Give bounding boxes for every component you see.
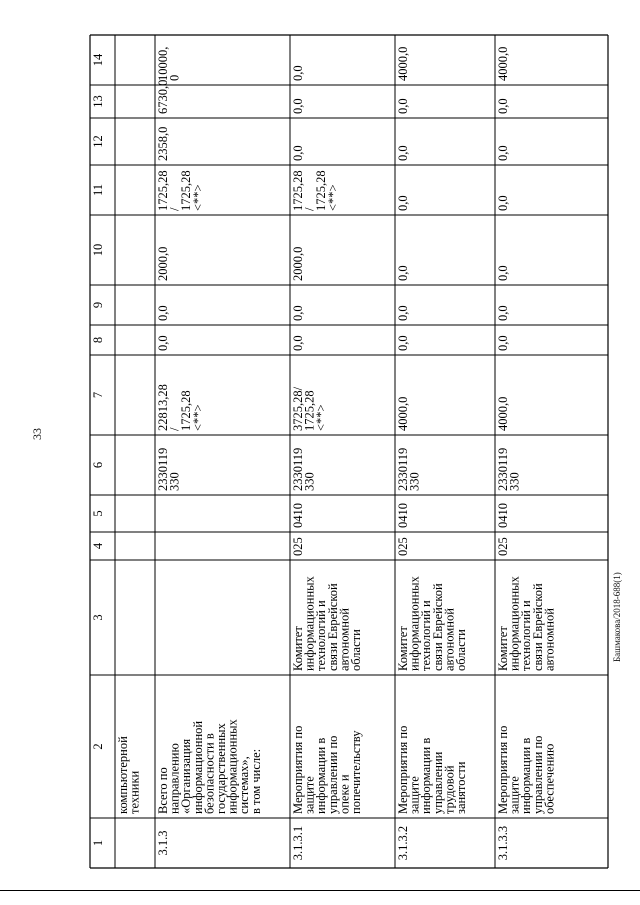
cell-text-line: <**>: [190, 184, 205, 211]
cell-text-line: 025: [496, 537, 510, 556]
cell-text-line: управлении: [430, 751, 445, 814]
cell-r2-c3: [291, 575, 363, 671]
cell-r4-c14: [496, 47, 510, 81]
cell-r3-c12: [396, 145, 410, 161]
cell-text-line: технологий и: [519, 600, 534, 671]
cell-r3-c7: [396, 397, 410, 431]
cell-text-line: 2358,0: [156, 126, 170, 161]
cell-r2-c11: [291, 170, 340, 211]
column-header-1: [91, 840, 105, 846]
cell-r4-c11: [496, 195, 510, 211]
cell-text-line: защите: [507, 776, 522, 814]
cell-text-line: 6730,0: [156, 79, 170, 114]
cell-text-line: 1725,28: [179, 390, 194, 431]
cell-r3-c4: [396, 537, 410, 556]
cell-text-line: Комитет: [396, 626, 410, 671]
cell-text-line: попечительству: [349, 730, 363, 814]
cell-r4-c10: [496, 265, 510, 281]
cell-r4-c12: [496, 145, 510, 161]
cell-text-line: 7: [91, 391, 105, 399]
cell-r3-c3: [396, 575, 468, 671]
cell-text-line: 0,0: [156, 305, 170, 321]
cell-text-line: 2330119: [291, 447, 305, 491]
cell-text-line: 3725,28/: [291, 386, 305, 431]
cell-text-line: 2330119: [396, 447, 410, 491]
column-header-2: [91, 743, 105, 749]
cell-text-line: занятости: [454, 761, 468, 814]
cell-text-line: обеспечению: [542, 743, 557, 814]
cell-text-line: 025: [291, 537, 305, 556]
cell-r3-c14: [396, 47, 410, 81]
cell-r2-c4: [291, 537, 305, 556]
cell-text-line: 0,0: [496, 305, 510, 321]
cell-r1-c9: [156, 305, 170, 321]
cell-text-line: <**>: [190, 404, 205, 431]
cell-text-line: 0,0: [496, 145, 510, 161]
cell-text-line: защите: [407, 776, 422, 814]
cell-r3-c10: [396, 265, 410, 281]
cell-text-line: 13: [91, 95, 105, 108]
cell-text-line: 0,0: [396, 265, 410, 281]
cell-text-line: 4000,0: [396, 396, 410, 431]
cell-text-line: информации в: [419, 737, 434, 814]
column-header-4: [91, 542, 105, 549]
cell-r2-c5: [291, 503, 305, 528]
cell-text-line: 6: [91, 461, 105, 469]
cell-text-line: 11: [91, 183, 105, 197]
cell-text-line: 2: [91, 743, 105, 750]
cell-r4-c4: [496, 537, 510, 556]
cell-r2-c7: [291, 386, 328, 431]
cell-text-line: информации в: [519, 737, 534, 814]
cell-text-line: 0,0: [496, 98, 510, 114]
cell-text-line: 0410: [291, 503, 305, 528]
cell-text-line: системах»,: [237, 756, 252, 814]
cell-text-line: 8: [91, 336, 105, 344]
cell-text-line: 1725,28: [302, 390, 317, 431]
cell-text-line: 2330119: [496, 447, 510, 491]
cell-text-line: 0,0: [291, 98, 305, 114]
column-header-13: [91, 95, 105, 108]
cell-text-line: 5: [91, 510, 105, 517]
column-header-11: [91, 184, 105, 196]
cell-text-line: информации в: [314, 737, 329, 814]
cell-r2-c10: [291, 247, 305, 281]
cell-text-line: государственных: [214, 723, 228, 814]
cell-r1-c12: [156, 127, 170, 161]
cell-text-line: информационной: [190, 720, 205, 814]
cell-text-line: управлении по: [530, 735, 545, 814]
cell-r1-c8: [156, 335, 170, 351]
cell-r2-c6: [291, 448, 317, 491]
cell-r4-c13: [496, 98, 510, 114]
cell-text-line: управлении по: [325, 735, 340, 814]
cell-r2-c2: [291, 726, 363, 814]
cell-r1-c11: [156, 170, 205, 211]
cell-text-line: 3.1.3: [156, 830, 170, 856]
cell-text-line: области: [454, 629, 468, 671]
column-header-6: [91, 462, 105, 468]
cell-text-line: 3.1.3.2: [396, 825, 410, 861]
cell-text-line: 12: [91, 135, 105, 148]
cell-r3-c9: [396, 305, 410, 321]
cell-text-line: 4: [91, 542, 105, 550]
cell-text-line: 330: [507, 472, 522, 491]
cell-r1-c1: [156, 831, 170, 856]
cell-text-line: /: [302, 207, 317, 211]
cell-text-line: техники: [127, 770, 142, 814]
cell-text-line: /: [167, 427, 182, 431]
column-header-10: [91, 244, 105, 257]
cell-text-line: 0,0: [156, 335, 170, 351]
cell-text-line: 1725,28: [291, 170, 305, 211]
cell-text-line: автономной: [337, 608, 352, 671]
cell-r4-c7: [496, 397, 510, 431]
cell-r4-c3: [496, 575, 556, 671]
cell-text-line: 0410: [496, 503, 510, 528]
cell-r1-c13: [156, 80, 170, 114]
column-header-9: [91, 302, 105, 308]
footer-document-code: Башмакова/2018-688(1): [612, 572, 622, 662]
cell-text-line: компьютерной: [116, 736, 130, 814]
cell-text-line: технологий и: [419, 600, 434, 671]
cell-text-line: опеке и: [337, 774, 352, 814]
cell-text-line: 0410: [396, 503, 410, 528]
cell-text-line: 4000,0: [496, 396, 510, 431]
cell-r3-c2: [396, 726, 468, 814]
cell-text-line: 10000,: [156, 46, 170, 81]
cell-text-line: 0,0: [396, 335, 410, 351]
cell-r4-c8: [496, 335, 510, 351]
cell-text-line: 2330119: [156, 447, 170, 491]
cell-r1-c2: [156, 718, 263, 814]
cell-text-line: Мероприятия по: [291, 725, 305, 814]
cell-text-line: 0,0: [291, 335, 305, 351]
cell-r3-c8: [396, 335, 410, 351]
cell-r2-c14: [291, 65, 305, 81]
cell-text-line: 330: [302, 472, 317, 491]
cell-text-line: 4000,0: [396, 46, 410, 81]
cell-text-line: защите: [302, 776, 317, 814]
column-header-3: [91, 614, 105, 620]
cell-text-line: связи Еврейской: [530, 583, 545, 671]
cell-text-line: 10: [91, 243, 105, 257]
cell-text-line: 1725,28: [314, 170, 329, 211]
cell-r2-c1: [291, 826, 305, 860]
cell-text-line: связи Еврейской: [325, 583, 340, 671]
cell-text-line: 0,0: [496, 335, 510, 351]
cell-text-line: информационных: [302, 576, 317, 671]
cell-text-line: Мероприятия по: [396, 725, 410, 814]
cell-text-line: 3.1.3.3: [496, 825, 510, 861]
cell-r0-c2: [116, 736, 142, 814]
cell-r3-c6: [396, 448, 422, 491]
cell-text-line: 9: [91, 301, 105, 309]
cell-text-line: информационных: [407, 576, 422, 671]
cell-text-line: 0,0: [396, 98, 410, 114]
cell-text-line: 2000,0: [291, 246, 305, 281]
cell-text-line: 4000,0: [496, 46, 510, 81]
cell-text-line: автономной: [442, 608, 457, 671]
cell-text-line: Комитет: [291, 626, 305, 671]
cell-text-line: <**>: [314, 404, 329, 431]
column-header-14: [91, 53, 105, 66]
cell-r3-c5: [396, 503, 410, 528]
cell-text-line: Всего по: [156, 767, 170, 814]
cell-text-line: 0,0: [291, 65, 305, 81]
cell-text-line: 14: [91, 53, 105, 67]
cell-r3-c11: [396, 195, 410, 211]
cell-r4-c2: [496, 726, 556, 814]
cell-text-line: технологий и: [314, 600, 329, 671]
cell-r1-c14: [156, 47, 182, 81]
cell-text-line: 0,0: [496, 265, 510, 281]
cell-text-line: Комитет: [496, 626, 510, 671]
cell-text-line: <**>: [325, 184, 340, 211]
cell-text-line: автономной: [542, 608, 557, 671]
cell-text-line: в том числе:: [248, 748, 263, 814]
cell-r4-c9: [496, 305, 510, 321]
column-header-5: [91, 510, 105, 516]
cell-text-line: 3: [91, 614, 105, 621]
cell-text-line: /: [167, 207, 182, 211]
cell-r2-c8: [291, 335, 305, 351]
cell-text-line: области: [349, 629, 363, 671]
cell-r1-c7: [156, 384, 205, 431]
cell-text-line: 0,0: [291, 305, 305, 321]
cell-text-line: 025: [396, 537, 410, 556]
cell-r4-c1: [496, 826, 510, 860]
cell-r3-c13: [396, 98, 410, 114]
cell-text-line: 330: [407, 472, 422, 491]
cell-text-line: 2000,0: [156, 246, 170, 281]
cell-r4-c5: [496, 503, 510, 528]
cell-text-line: Мероприятия по: [496, 725, 510, 814]
cell-r4-c6: [496, 448, 522, 491]
cell-r1-c10: [156, 247, 170, 281]
cell-text-line: 1725,28: [179, 170, 194, 211]
cell-text-line: безопасности в: [202, 733, 217, 814]
cell-text-line: 1: [91, 839, 105, 847]
column-header-8: [91, 337, 105, 343]
cell-text-line: 3.1.3.1: [291, 825, 305, 861]
cell-r2-c13: [291, 98, 305, 114]
cell-text-line: 22813,28: [156, 384, 170, 431]
cell-text-line: 0,0: [396, 145, 410, 161]
cell-r2-c9: [291, 305, 305, 321]
cell-text-line: 0: [167, 74, 182, 81]
cell-text-line: «Организация: [179, 738, 194, 814]
cell-text-line: 0,0: [396, 195, 410, 211]
column-header-12: [91, 135, 105, 148]
cell-r2-c12: [291, 145, 305, 161]
cell-text-line: 0,0: [291, 145, 305, 161]
cell-text-line: 0,0: [496, 195, 510, 211]
cell-text-line: связи Еврейской: [430, 583, 445, 671]
page-number: 33: [30, 428, 44, 440]
cell-text-line: 0,0: [396, 305, 410, 321]
column-header-7: [91, 392, 105, 398]
cell-text-line: информационных: [225, 719, 240, 814]
cell-text-line: 330: [167, 472, 182, 491]
cell-text-line: трудовой: [442, 765, 457, 814]
cell-text-line: 1725,28: [156, 170, 170, 211]
cell-r3-c1: [396, 826, 410, 860]
cell-r1-c6: [156, 448, 182, 491]
cell-text-line: направлению: [167, 743, 182, 814]
cell-text-line: информационных: [507, 576, 522, 671]
